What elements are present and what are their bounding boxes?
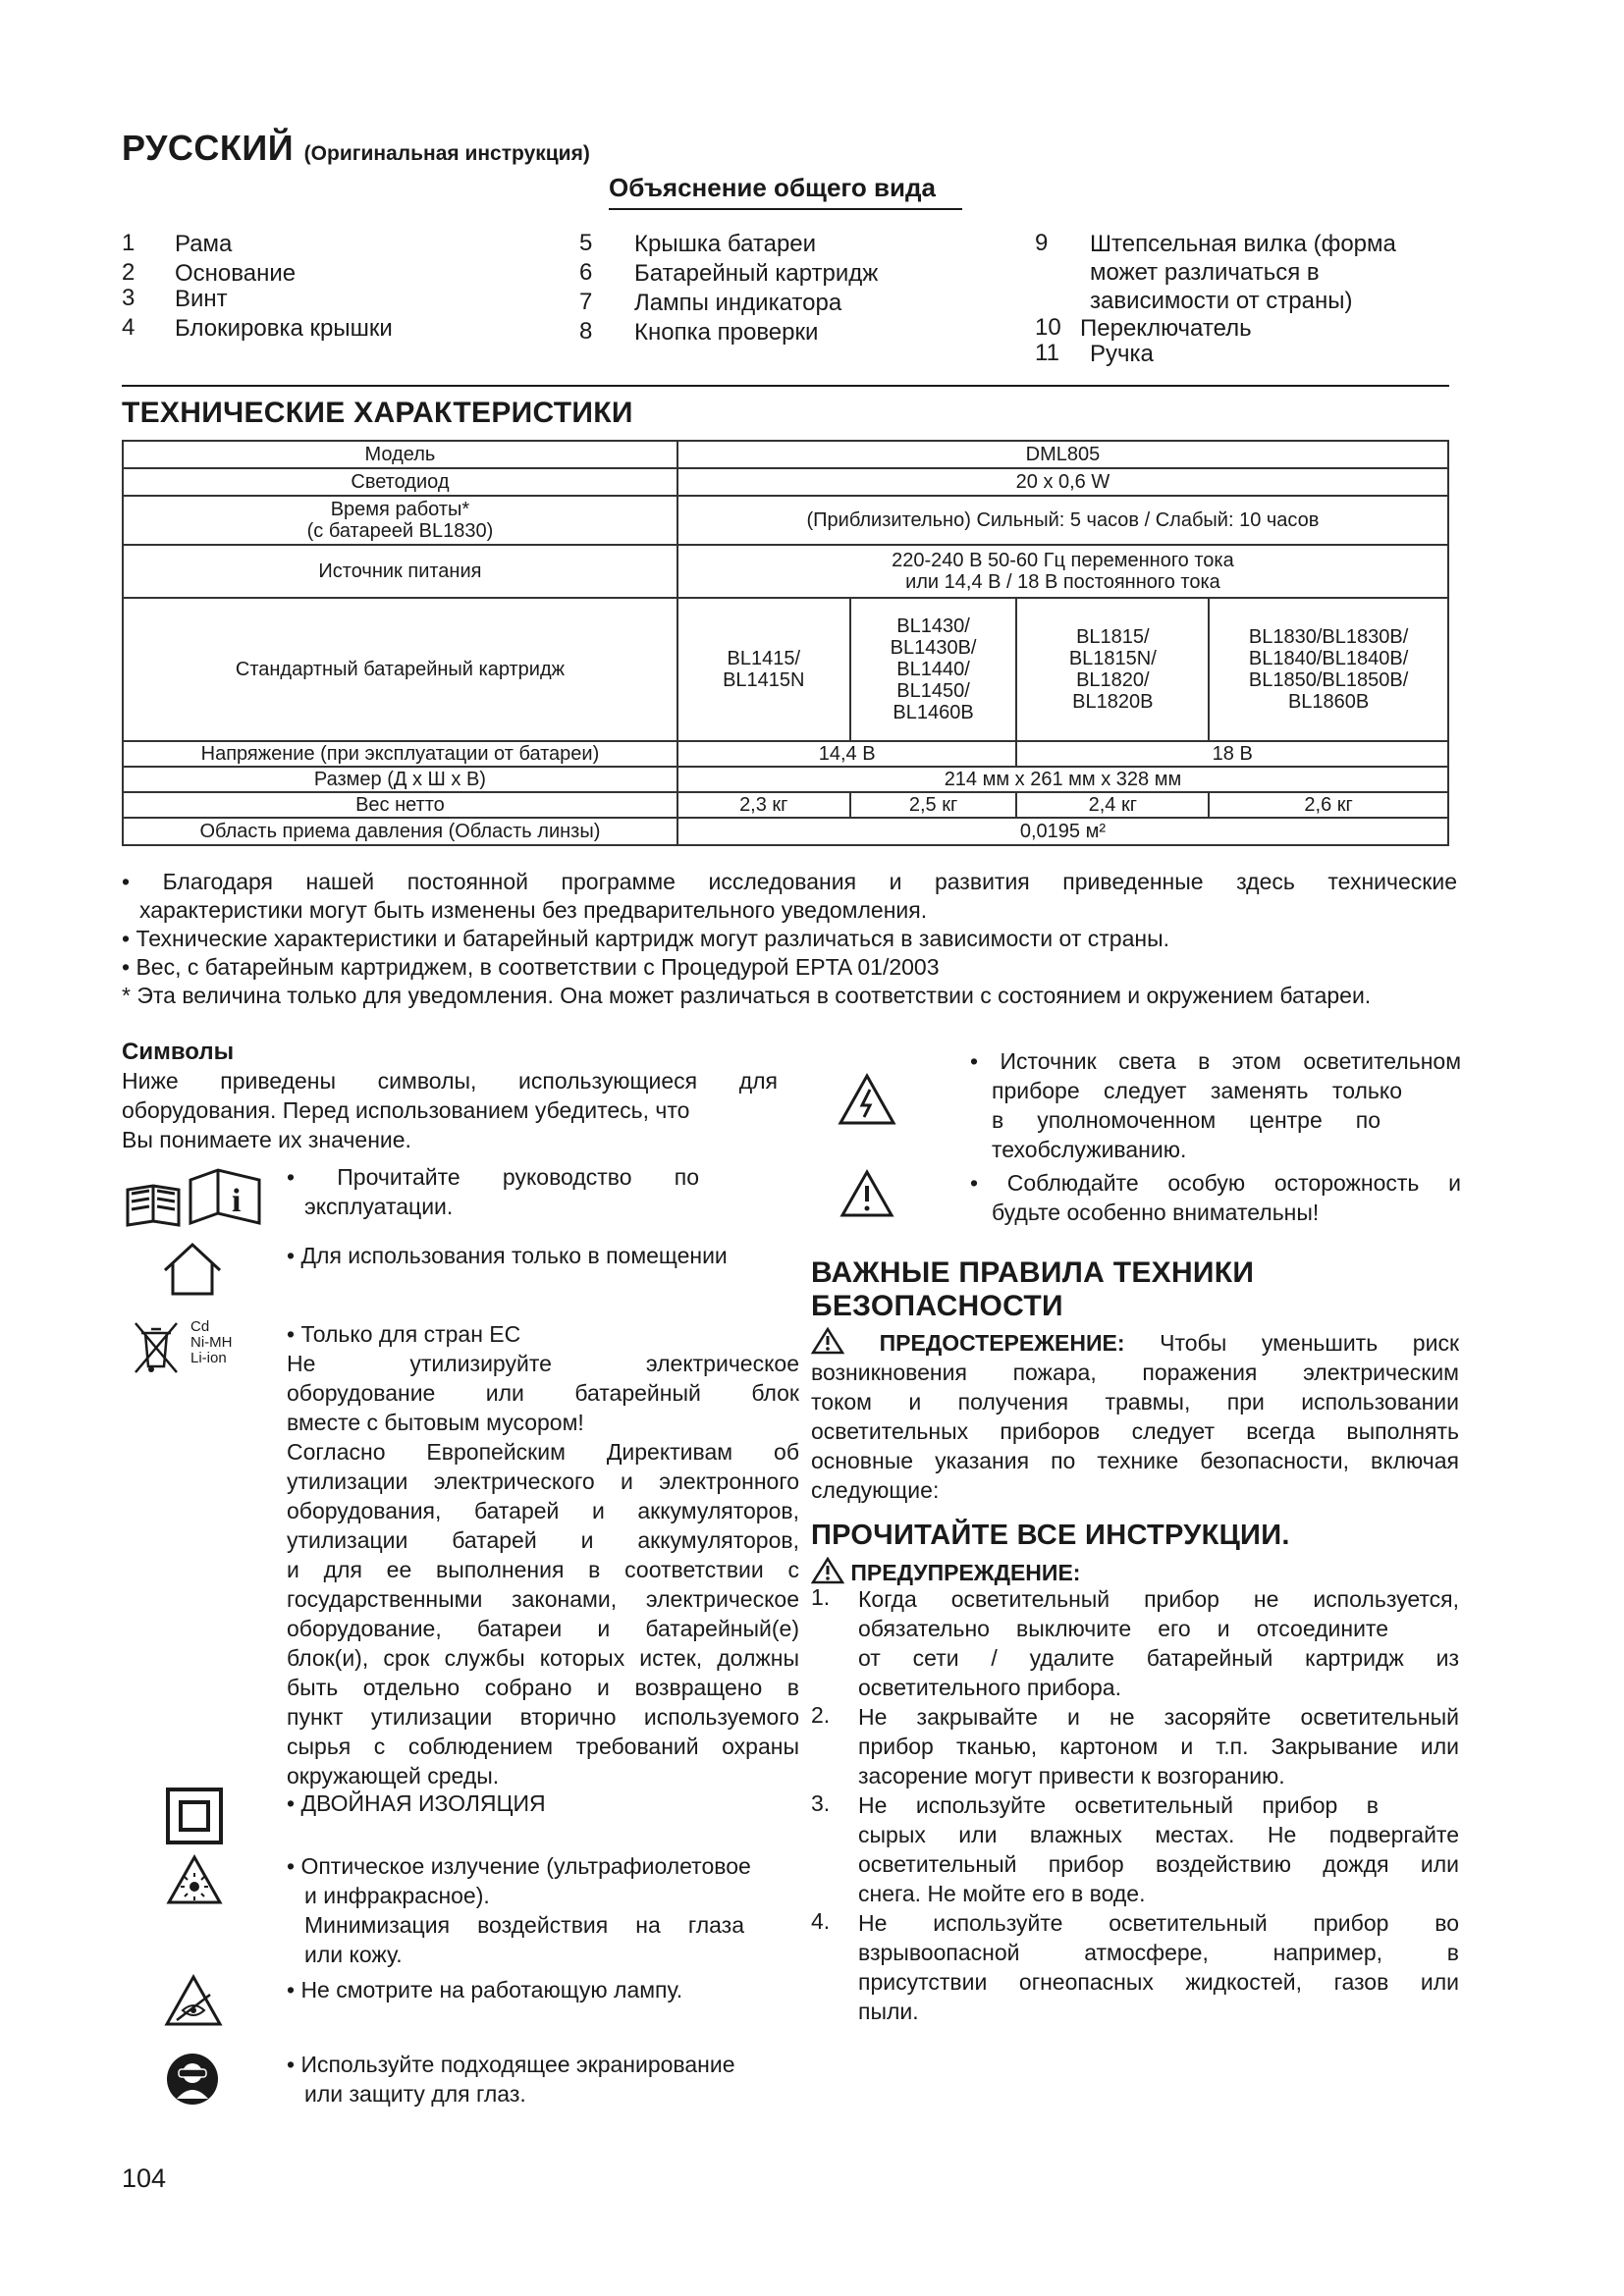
dont-look-lamp-icon [163,1973,224,2028]
bin-label: Ni-MH [190,1334,233,1351]
item-line: Не закрывайте и не засоряйте осветительный [858,1704,1459,1730]
indoor-house-icon [161,1241,224,1298]
item-number: 4. [811,1908,831,1934]
eu-line: быть отдельно собрано и возвращено в [287,1675,799,1700]
shield-text [287,2050,807,2109]
part-number: 4 [122,314,135,341]
table-row [123,468,1448,496]
caution-text [970,1168,1461,1227]
item-number: 2. [811,1702,831,1728]
spec-notes [122,868,1457,1010]
caution-line: • Соблюдайте особую осторожность и [970,1170,1461,1196]
item-line: сырых или влажных местах. Не подвергайте [858,1822,1459,1847]
bin-labels [190,1319,233,1366]
part-number: 11 [1035,340,1059,366]
battery-cell [850,598,1017,741]
table-row [123,818,1448,845]
read-all-title: ПРОЧИТАЙТЕ ВСЕ ИНСТРУКЦИИ. [811,1520,1290,1551]
battery-model: BL1415N [723,669,805,691]
table-row [123,767,1448,792]
battery-model: BL1830/BL1830B/ [1248,626,1409,648]
eu-title: • Только для стран ЕС [287,1321,521,1347]
part-label: Ручка [1090,341,1154,367]
shield-line: • Используйте подходящее экранирование [287,2052,735,2077]
battery-model: BL1820B [1072,691,1154,713]
part-number: 9 [1035,230,1049,256]
led-label: Светодиод [123,468,677,496]
item-line: снега. Не мойте его в воде. [858,1881,1146,1906]
optical-line: Минимизация воздействия на глаза [304,1912,744,1938]
item-line: обязательно выключите его и отсоедините [858,1616,1388,1641]
part-label: Переключатель [1080,315,1252,342]
safety-warning [811,1327,1459,1505]
section-divider [122,385,1449,387]
caution-icon [839,1168,895,1219]
eu-line: блок(и), срок службы которых истек, должны [287,1645,799,1671]
eu-line: пункт утилизации вторично используемого [287,1704,799,1730]
svg-text:i: i [232,1183,242,1219]
light-source-line: техобслуживанию. [992,1137,1187,1162]
language-title: РУССКИЙ [122,128,295,168]
light-source-line: в уполномоченном центре по [992,1107,1380,1133]
weight-value: 2,4 кг [1016,792,1209,818]
eu-text [287,1319,799,1790]
weight-value: 2,5 кг [850,792,1017,818]
battery-model: BL1850/BL1850B/ [1248,669,1409,691]
item-line: прибор тканью, картоном и т.п. Закрывание или [858,1734,1459,1759]
bin-label: Li-ion [190,1350,227,1366]
warning-label: ПРЕДОСТЕРЕЖЕНИЕ: [879,1330,1125,1356]
part-label: Штепсельная вилка (форма может различаться в зависимости от страны) [1090,231,1396,314]
eu-line: утилизации батарей и аккумуляторов, [287,1527,799,1553]
runtime-label [123,496,677,545]
battery-model: BL1430/ [896,615,970,637]
power-label: Источник питания [123,545,677,598]
power-value-line: или 14,4 В / 18 В постоянного тока [905,571,1220,593]
optical-text [287,1851,807,1969]
battery-label: Стандартный батарейный картридж [123,598,677,741]
intro-line: оборудования. Перед использованием убедитесь, что [122,1097,690,1123]
eu-line: утилизации электрического и электронного [287,1468,799,1494]
warning-icon [811,1557,844,1584]
list-item [858,1790,1459,1908]
part-number: 6 [579,259,593,286]
battery-model: BL1450/ [896,680,970,702]
battery-model: BL1815N/ [1068,648,1157,669]
model-value: DML805 [677,441,1448,468]
runtime-value: (Приблизительно) Сильный: 5 часов / Слабый: 10 часов [677,496,1448,545]
voltage-value: 18 В [1016,741,1448,767]
light-source-line: • Источник света в этом осветительном [970,1048,1461,1074]
symbol-text: • Прочитайте руководство по [287,1164,699,1190]
eu-line: Согласно Европейским Директивам об [287,1439,799,1465]
item-line: взрывоопасной атмосфере, например, в [858,1940,1459,1965]
warning-line: основные указания по технике безопасности, включая [811,1448,1459,1473]
part-label: Основание [175,260,297,287]
caution-label: ПРЕДУПРЕЖДЕНИЕ: [850,1560,1081,1585]
area-value: 0,0195 м² [677,818,1448,845]
eu-line: вместе с бытовым мусором! [287,1410,584,1435]
table-row [123,741,1448,767]
runtime-label-line: (с батареей BL1830) [306,520,494,542]
eu-line: Не утилизируйте электрическое [287,1351,799,1376]
optical-line: • Оптическое излучение (ультрафиолетовое [287,1853,751,1879]
size-label: Размер (Д x Ш x В) [123,767,677,792]
crossed-bin-icon [132,1319,181,1374]
list-item [858,1702,1459,1790]
spec-note: • Благодаря нашей постоянной программе исследования и развития приведенные здесь технические [122,869,1457,894]
safety-title [811,1256,1254,1323]
specs-table [122,440,1449,846]
item-line: от сети / удалите батарейный картридж из [858,1645,1459,1671]
part-number: 7 [579,289,593,315]
power-value [677,545,1448,598]
part-label: Рама [175,231,233,257]
runtime-label-line: Время работы* [330,499,470,520]
safety-title-line: ВАЖНЫЕ ПРАВИЛА ТЕХНИКИ [811,1256,1255,1289]
warning-first-text: Чтобы уменьшить риск [1160,1330,1460,1356]
double-insulation-icon [165,1787,224,1845]
eu-line: оборудования, батарей и аккумуляторов, [287,1498,799,1523]
warning-first-line [811,1327,1459,1358]
eu-line: и для ее выполнения в соответствии с [287,1557,799,1582]
battery-cell [1209,598,1448,741]
battery-model: BL1440/ [896,659,970,680]
warning-line: возникновения пожара, поражения электрическим [811,1360,1459,1385]
light-source-line: приборе следует заменять только [992,1078,1402,1103]
spec-note: • Технические характеристики и батарейный картридж могут различаться в зависимости от страны. [122,926,1169,951]
table-row [123,496,1448,545]
table-row [123,598,1448,741]
list-item [858,1908,1459,2026]
battery-model: BL1430B/ [890,637,977,659]
dont-look-text: • Не смотрите на работающую лампу. [287,1977,683,2002]
double-insulation-text: • ДВОЙНАЯ ИЗОЛЯЦИЯ [287,1790,546,1816]
battery-model: BL1460B [893,702,974,723]
symbol-text: эксплуатации. [304,1194,454,1219]
warning-line: осветительных приборов следует всегда выполнять [811,1418,1459,1444]
part-number: 8 [579,318,593,345]
part-label: Батарейный картридж [634,260,879,287]
weight-label: Вес нетто [123,792,677,818]
spec-note: характеристики могут быть изменены без предварительного уведомления. [139,897,928,923]
item-number: 3. [811,1790,831,1816]
battery-model: BL1815/ [1076,626,1150,648]
item-line: осветительный прибор воздействию дождя или [858,1851,1459,1877]
part-number: 5 [579,230,593,256]
part-number: 10 [1035,314,1061,341]
battery-model: BL1860B [1287,691,1370,713]
part-number: 3 [122,285,135,311]
size-value: 214 мм x 261 мм x 328 мм [677,767,1448,792]
eu-line: окружающей среды. [287,1763,500,1789]
battery-model: BL1840/BL1840B/ [1248,648,1409,669]
part-label: Блокировка крышки [175,315,393,342]
voltage-label: Напряжение (при эксплуатации от батареи) [123,741,677,767]
safety-title-line: БЕЗОПАСНОСТИ [811,1290,1063,1322]
warning-line: током и получения травмы, при использовании [811,1389,1459,1415]
light-source-text [970,1046,1461,1164]
battery-cell [677,598,850,741]
intro-line: Вы понимаете их значение. [122,1127,411,1152]
optical-line: и инфракрасное). [304,1883,490,1908]
battery-model: BL1415/ [727,648,801,669]
intro-line: Ниже приведены символы, использующиеся для [122,1068,778,1094]
optical-radiation-icon [165,1853,224,1906]
led-value: 20 x 0,6 W [677,468,1448,496]
electric-hazard-icon [837,1072,897,1127]
specs-title: ТЕХНИЧЕСКИЕ ХАРАКТЕРИСТИКИ [122,397,633,429]
page-number: 104 [122,2163,167,2193]
spec-note: • Вес, с батарейным картриджем, в соответствии с Процедурой EPTA 01/2003 [122,954,940,980]
eu-line: сырья с соблюдением требований охраны [287,1734,799,1759]
language-note: (Оригинальная инструкция) [303,142,590,165]
spec-note: * Эта величина только для уведомления. Она может различаться в соответствии с состоянием и окружением батареи. [122,983,1372,1008]
overview-underline [609,208,962,210]
read-manual-text [287,1162,699,1221]
battery-model: BL1820/ [1076,669,1150,691]
indoor-text: • Для использования только в помещении [287,1243,728,1268]
eu-line: оборудование, батареи и батарейный(е) [287,1616,799,1641]
item-line: осветительного прибора. [858,1675,1121,1700]
item-line: Не используйте осветительный прибор в [858,1792,1379,1818]
eye-protection-icon [165,2052,220,2107]
part-label: Лампы индикатора [634,290,842,316]
part-label: Винт [175,286,228,312]
list-item [858,1584,1459,1702]
page-title [122,128,590,169]
part-number: 2 [122,259,135,286]
part-label: Кнопка проверки [634,319,819,346]
caution-heading [811,1557,1080,1587]
weight-value: 2,3 кг [677,792,850,818]
table-row [123,545,1448,598]
item-line: засорение могут привести к возгоранию. [858,1763,1285,1789]
item-number: 1. [811,1584,831,1610]
caution-line: будьте особенно внимательны! [992,1200,1320,1225]
overview-title: Объяснение общего вида [609,173,936,202]
bin-label: Cd [190,1318,210,1335]
item-line: присутствии огнеопасных жидкостей, газов или [858,1969,1459,1995]
optical-line: или кожу. [304,1942,403,1967]
power-value-line: 220-240 В 50-60 Гц переменного тока [892,550,1234,571]
warning-icon [811,1327,844,1355]
warning-line: следующие: [811,1477,940,1503]
table-row [123,792,1448,818]
table-row [123,441,1448,468]
eu-line: государственными законами, электрическое [287,1586,799,1612]
read-manual-icon [124,1164,263,1233]
item-line: Не используйте осветительный прибор во [858,1910,1459,1936]
item-line: пыли. [858,1999,919,2024]
symbols-intro [122,1066,778,1154]
area-label: Область приема давления (Область линзы) [123,818,677,845]
symbols-title: Символы [122,1039,235,1065]
part-label: Крышка батареи [634,231,817,257]
part-number: 1 [122,230,135,256]
shield-line: или защиту для глаз. [304,2081,526,2107]
item-line: Когда осветительный прибор не используется, [858,1586,1459,1612]
battery-cell [1016,598,1209,741]
weight-value: 2,6 кг [1209,792,1448,818]
model-label: Модель [123,441,677,468]
eu-line: оборудование или батарейный блок [287,1380,799,1406]
voltage-value: 14,4 В [677,741,1017,767]
